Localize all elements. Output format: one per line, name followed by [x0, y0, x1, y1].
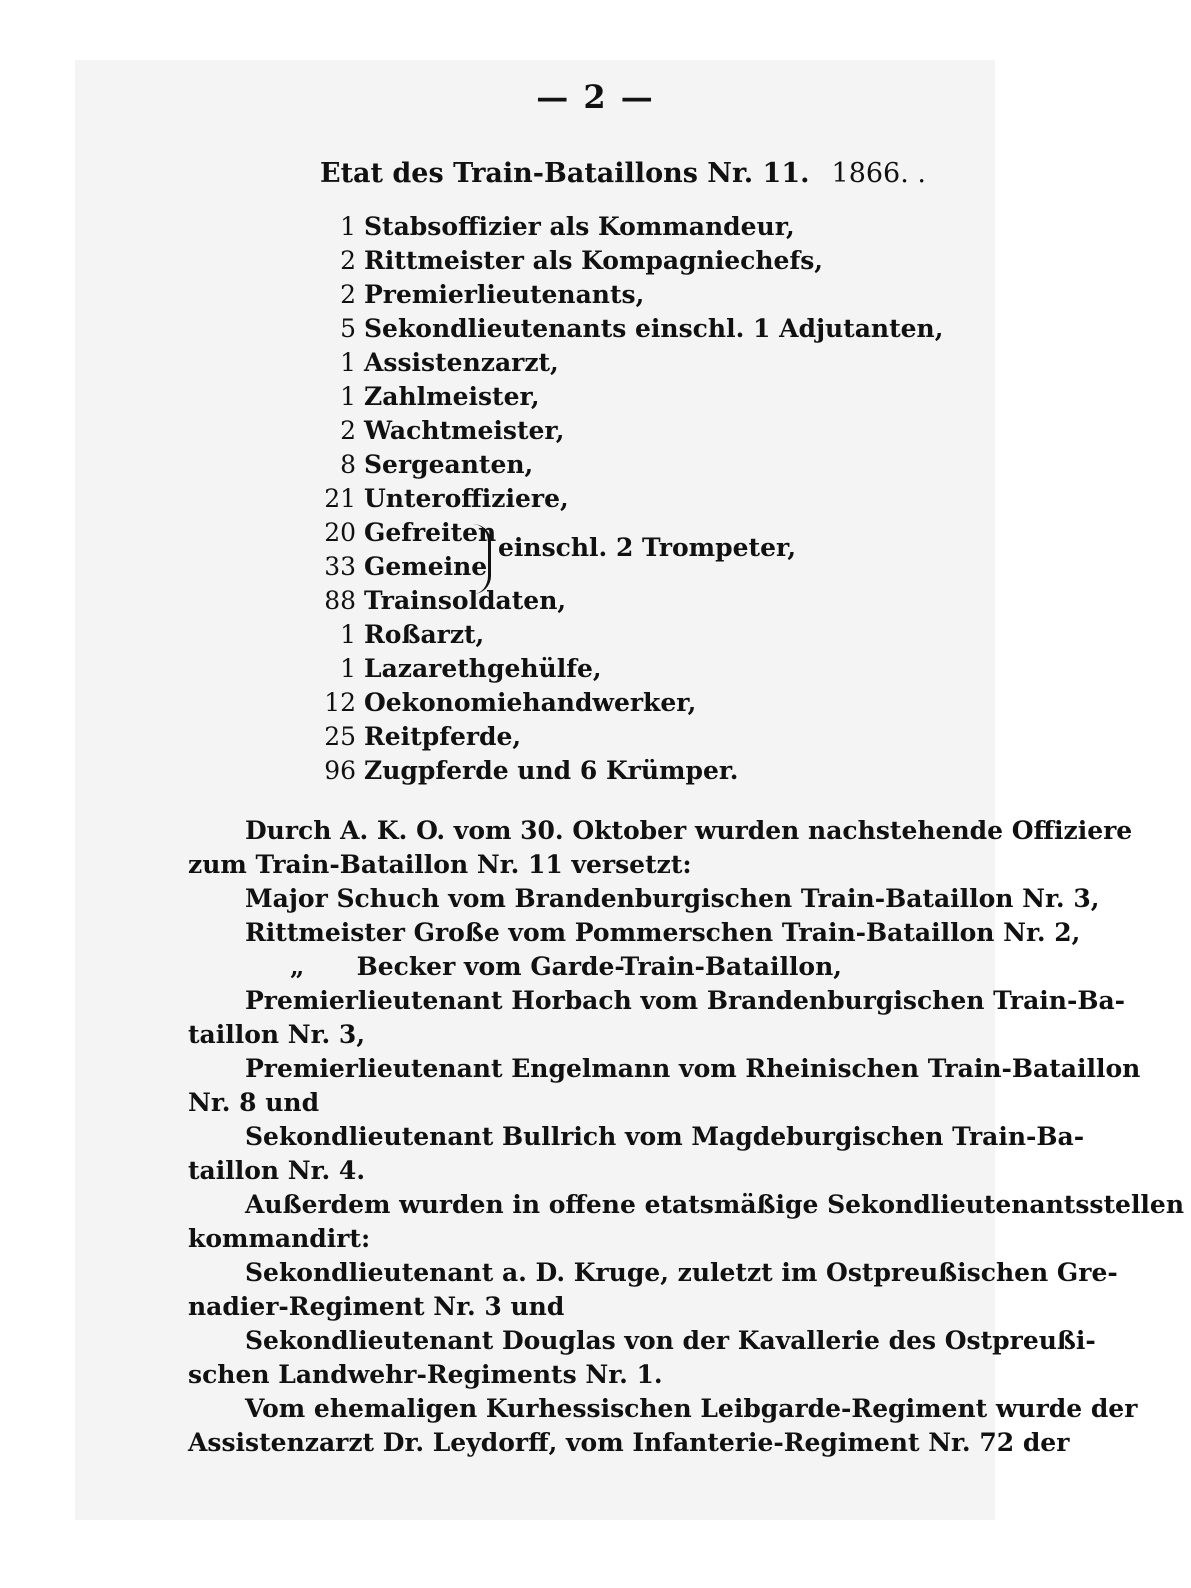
list-item: 8 Sergeanten,: [340, 450, 534, 479]
paragraph-line: Rittmeister Große vom Pommerschen Train-Bataillon Nr. 2,: [245, 918, 1081, 947]
list-item: 33 Gemeine: [324, 552, 488, 581]
list-item: 5 Sekondlieutenants einschl. 1 Adjutanten,: [340, 314, 944, 343]
list-item: 21 Unteroffiziere,: [324, 484, 569, 513]
list-item: 1 Stabsoffizier als Kommandeur,: [340, 212, 795, 241]
paragraph-line: Sekondlieutenant a. D. Kruge, zuletzt im Ostpreußischen Gre-: [245, 1258, 1118, 1287]
paragraph-line: „ Becker vom Garde-Train-Bataillon,: [290, 952, 842, 981]
list-item: 12 Oekonomiehandwerker,: [324, 688, 697, 717]
paragraph-line: Nr. 8 und: [188, 1088, 320, 1117]
paragraph-line: Sekondlieutenant Douglas von der Kavallerie des Ostpreußi-: [245, 1326, 1096, 1355]
section-heading: [320, 158, 926, 189]
heading-title: Etat des Train-Bataillons Nr. 11.: [320, 158, 810, 189]
paragraph-line: zum Train-Bataillon Nr. 11 versetzt:: [188, 850, 692, 879]
paragraph-line: Premierlieutenant Horbach vom Brandenburgischen Train-Ba-: [245, 986, 1126, 1015]
paragraph-line: Vom ehemaligen Kurhessischen Leibgarde-Regiment wurde der: [245, 1394, 1138, 1423]
paragraph-line: Premierlieutenant Engelmann vom Rheinischen Train-Bataillon: [245, 1054, 1141, 1083]
paragraph-line: Durch A. K. O. vom 30. Oktober wurden nachstehende Offiziere: [245, 816, 1133, 845]
list-item: 1 Assistenzarzt,: [340, 348, 559, 377]
paragraph-line: taillon Nr. 3,: [188, 1020, 366, 1049]
paragraph-line: schen Landwehr-Regiments Nr. 1.: [188, 1360, 663, 1389]
list-item: 1 Roßarzt,: [340, 620, 485, 649]
paragraph-line: Assistenzarzt Dr. Leydorff, vom Infanterie-Regiment Nr. 72 der: [188, 1428, 1070, 1457]
paragraph-line: kommandirt:: [188, 1224, 371, 1253]
list-item: 2 Wachtmeister,: [340, 416, 565, 445]
list-item: 25 Reitpferde,: [324, 722, 522, 751]
list-item: 1 Zahlmeister,: [340, 382, 540, 411]
list-item: 88 Trainsoldaten,: [324, 586, 567, 615]
paragraph-line: nadier-Regiment Nr. 3 und: [188, 1292, 565, 1321]
brace-note: einschl. 2 Trompeter,: [498, 533, 797, 562]
list-item: 1 Lazarethgehülfe,: [340, 654, 602, 683]
list-item: 2 Premierlieutenants,: [340, 280, 645, 309]
page-number: — 2 —: [536, 78, 655, 116]
paragraph-line: Außerdem wurden in offene etatsmäßige Sekondlieutenantsstellen: [245, 1190, 1185, 1219]
paragraph-line: taillon Nr. 4.: [188, 1156, 366, 1185]
list-item: 20 Gefreiten: [324, 518, 497, 547]
list-item: 2 Rittmeister als Kompagniechefs,: [340, 246, 823, 275]
curly-brace: [472, 524, 491, 594]
paragraph-line: Major Schuch vom Brandenburgischen Train-Bataillon Nr. 3,: [245, 884, 1100, 913]
heading-year: 1866. .: [831, 158, 926, 189]
paragraph-line: Sekondlieutenant Bullrich vom Magdeburgischen Train-Ba-: [245, 1122, 1085, 1151]
list-item: 96 Zugpferde und 6 Krümper.: [324, 756, 739, 785]
